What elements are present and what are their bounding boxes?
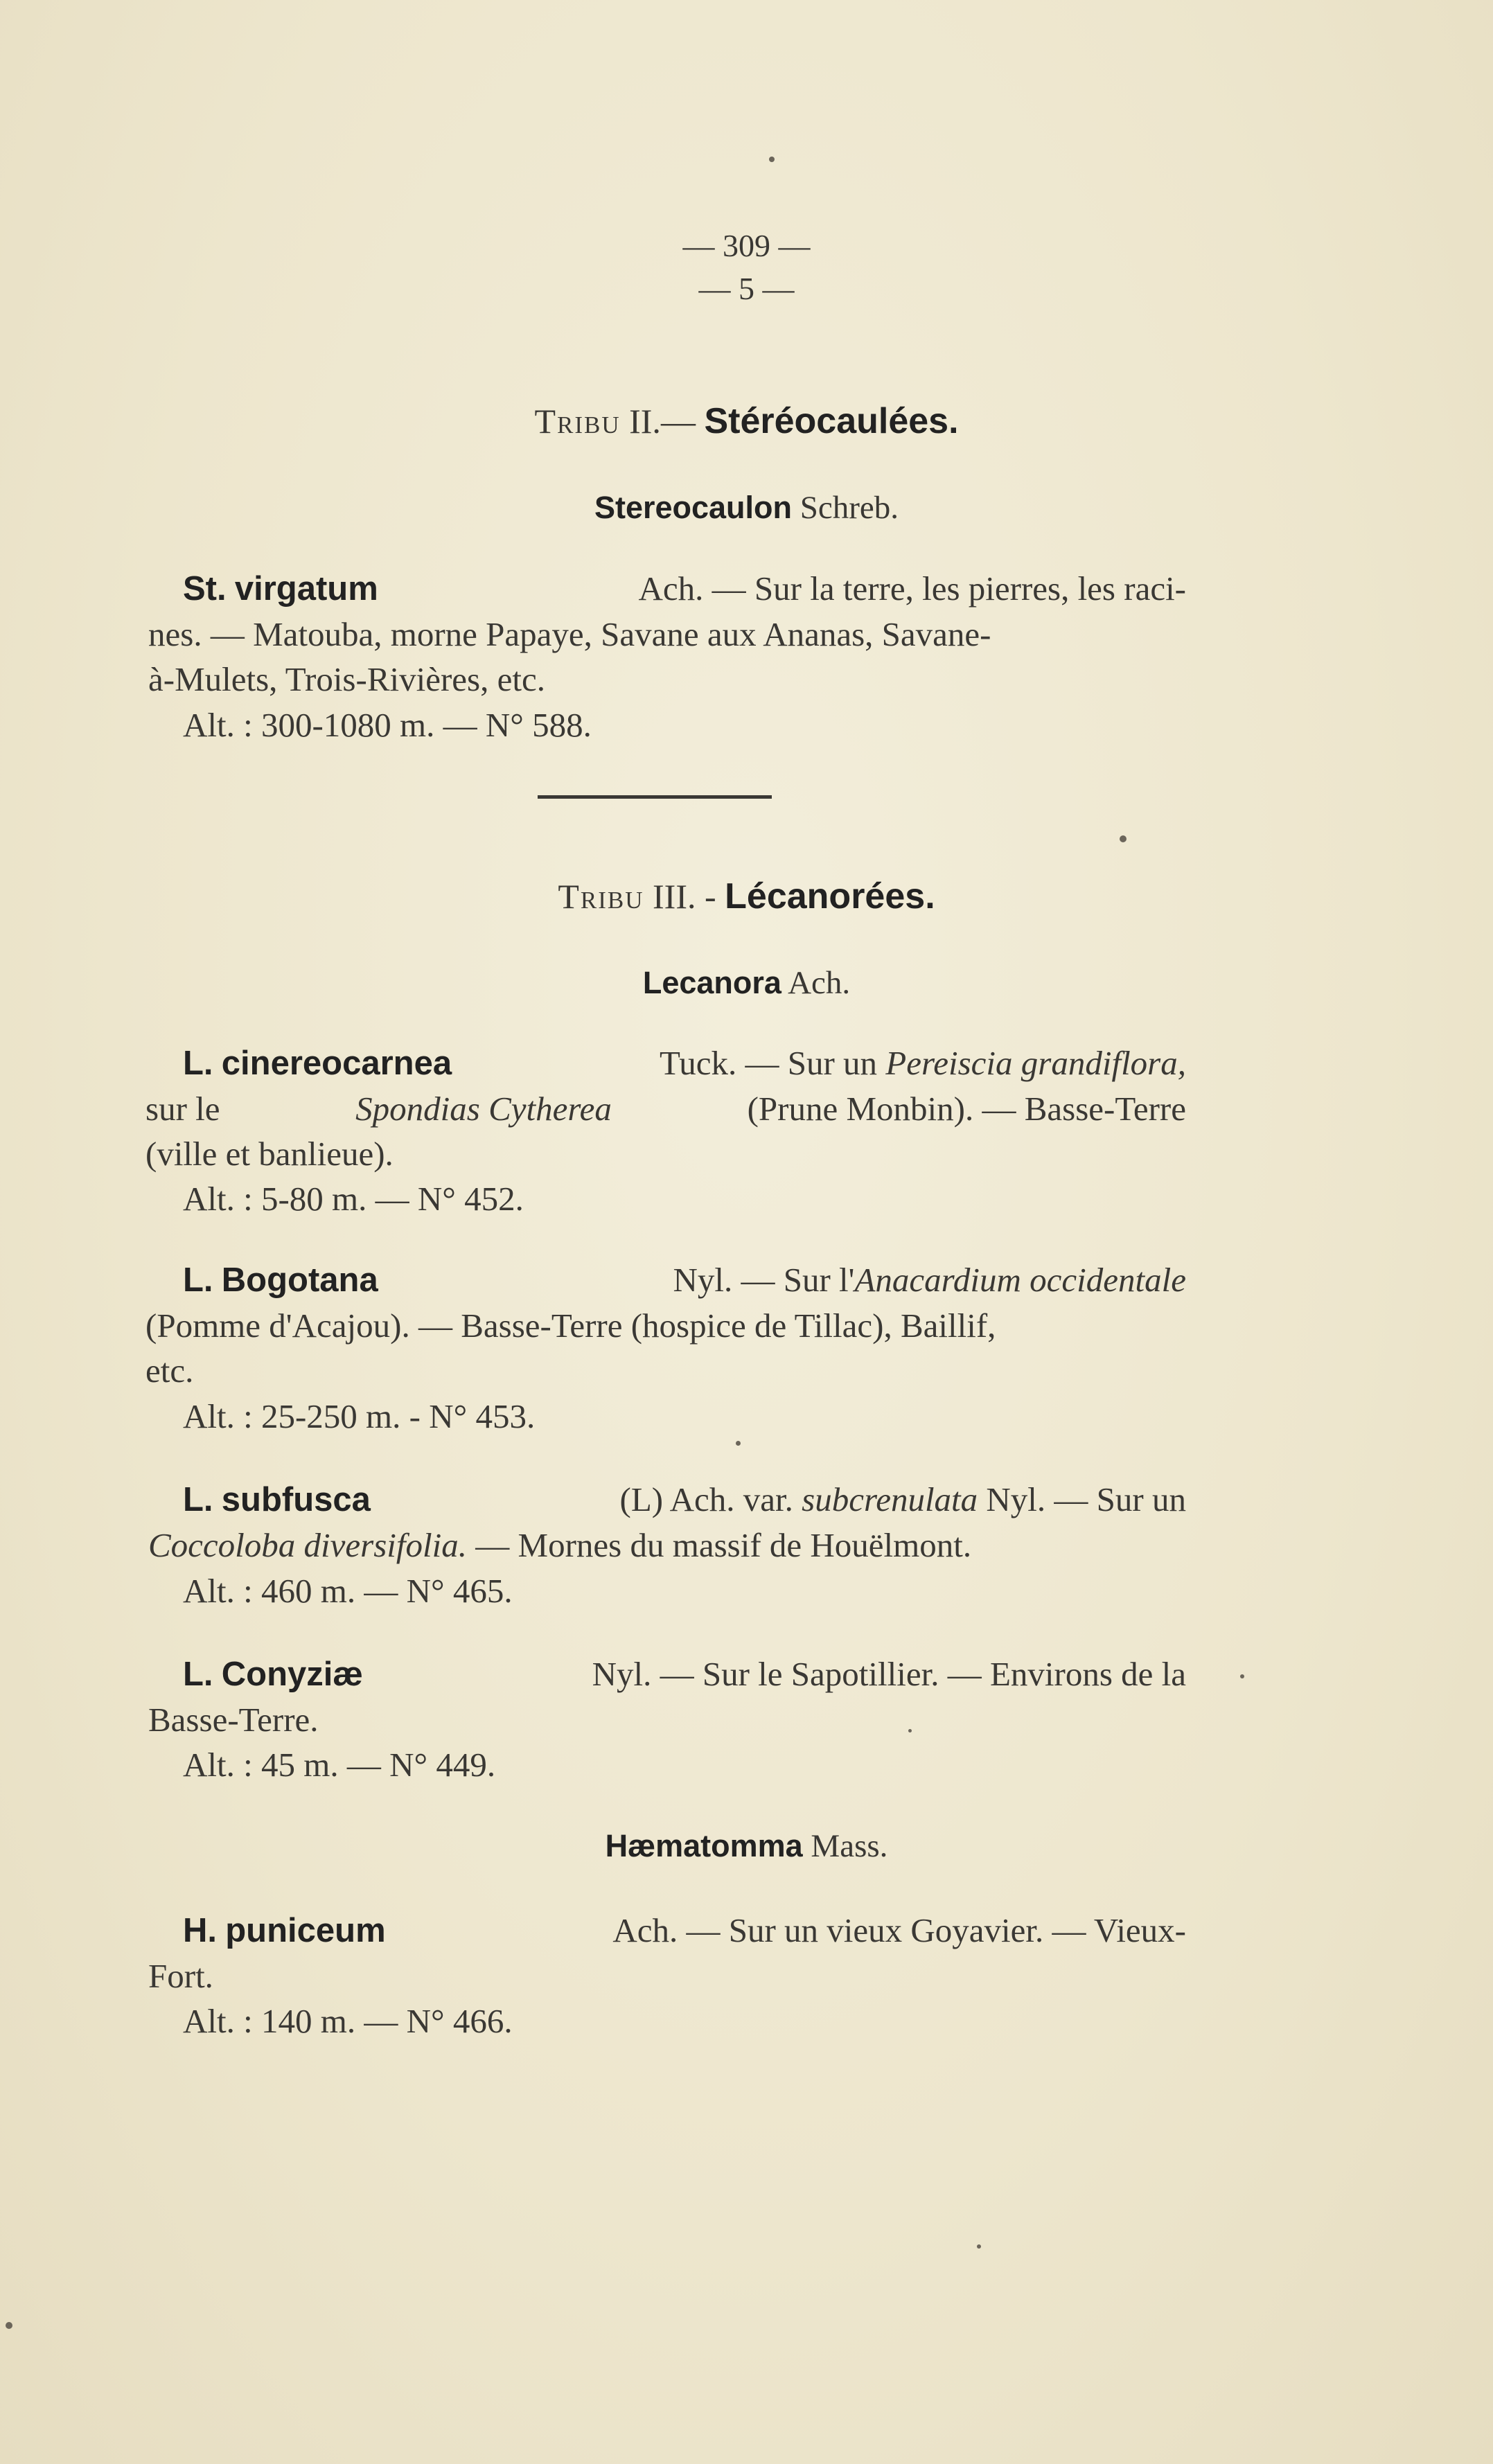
entry-conyziae-abbr: L. — [183, 1656, 213, 1693]
tribu-3-heading — [0, 878, 1493, 914]
entry-subfusca-line-1 — [183, 1482, 1186, 1517]
entry-bogotana-line-1 — [183, 1263, 1186, 1297]
entry-virgatum-line-1-text: Ach. — Sur la terre, les pierres, les raci- — [638, 569, 1186, 608]
tribu-2-name: Stéréocaulées. — [704, 401, 959, 441]
entry-subfusca-line-1-a: (L) Ach. var. — [619, 1480, 793, 1518]
page-number: — 309 — — [682, 228, 811, 263]
entry-cinereocarnea-line-1-text: Tuck. — Sur un — [660, 1044, 878, 1082]
entry-cinereocarnea-host-2: Spondias Cytherea — [355, 1090, 612, 1128]
entry-virgatum-line-1 — [183, 571, 1186, 606]
entry-puniceum-line-2: Fort. — [148, 1957, 213, 1995]
entry-subfusca-line-2-b: — Mornes du massif de Houëlmont. — [475, 1526, 972, 1564]
paper-speck — [908, 1729, 912, 1732]
entry-cinereocarnea-abbr: L. — [183, 1045, 213, 1082]
entry-subfusca-abbr: L. — [183, 1481, 213, 1518]
genus-lecanora — [0, 967, 1493, 1000]
genus-haematomma-author: Mass. — [811, 1828, 888, 1864]
entry-cinereocarnea-line-3: (ville et banlieue). — [145, 1135, 394, 1173]
tribu-2-dash: — — [660, 402, 696, 441]
entry-conyziae-line-1-text: Nyl. — Sur le Sapotillier. — Environs de la — [592, 1655, 1186, 1693]
entry-conyziae-line-1 — [183, 1657, 1186, 1692]
paper-speck — [1240, 1674, 1244, 1678]
entry-bogotana-epithet: Bogotana — [221, 1261, 378, 1299]
genus-haematomma — [0, 1830, 1493, 1863]
genus-stereocaulon — [0, 492, 1493, 524]
paper-speck — [977, 2244, 981, 2249]
entry-conyziae-epithet: Conyziæ — [221, 1656, 363, 1693]
genus-stereocaulon-author: Schreb. — [799, 490, 899, 526]
entry-subfusca-host: Coccoloba diversifolia. — [148, 1526, 467, 1564]
entry-cinereocarnea-host: Pereiscia grandiflora, — [885, 1044, 1186, 1082]
entry-puniceum-line-1 — [183, 1913, 1186, 1948]
entry-cinereocarnea-line-2-b: (Prune Monbin). — Basse-Terre — [747, 1090, 1186, 1128]
entry-virgatum-abbr: St. — [183, 570, 227, 608]
entry-bogotana-line-2: (Pomme d'Acajou). — Basse-Terre (hospice de Tillac), Baillif, — [145, 1306, 996, 1345]
entry-subfusca-altitude: Alt. : 460 m. — N° 465. — [183, 1572, 513, 1610]
entry-virgatum-altitude: Alt. : 300-1080 m. — N° 588. — [183, 706, 592, 744]
entry-virgatum-line-2: nes. — Matouba, morne Papaye, Savane aux Ananas, Savane- — [148, 615, 991, 653]
entry-cinereocarnea-altitude: Alt. : 5-80 m. — N° 452. — [183, 1180, 524, 1218]
entry-cinereocarnea-line-2-a: sur le — [145, 1090, 220, 1128]
entry-subfusca-epithet: subfusca — [221, 1481, 371, 1518]
genus-lecanora-name: Lecanora — [642, 965, 781, 1000]
tribu-3-name: Lécanorées. — [725, 876, 935, 916]
entry-puniceum-abbr: H. — [183, 1912, 217, 1949]
genus-lecanora-author: Ach. — [788, 965, 851, 1001]
entry-cinereocarnea-line-1 — [183, 1046, 1186, 1081]
genus-haematomma-name: Hæmatomma — [605, 1828, 803, 1863]
tribu-2-heading — [0, 403, 1493, 439]
paper-speck — [6, 2322, 12, 2329]
paper-speck — [1120, 835, 1127, 842]
section-divider — [538, 795, 772, 799]
entry-bogotana-line-1-text: Nyl. — Sur l' — [673, 1261, 855, 1299]
entry-virgatum-line-3: à-Mulets, Trois-Rivières, etc. — [148, 660, 545, 698]
entry-bogotana-abbr: L. — [183, 1261, 213, 1299]
entry-puniceum-line-1-text: Ach. — Sur un vieux Goyavier. — Vieux- — [612, 1911, 1186, 1949]
tribu-2-number: II. — [629, 402, 661, 441]
entry-virgatum-epithet: virgatum — [234, 570, 378, 608]
entry-cinereocarnea-line-2 — [145, 1092, 1186, 1126]
entry-subfusca-line-2 — [148, 1528, 971, 1562]
sub-page-number: — 5 — — [698, 271, 795, 306]
paper-speck — [736, 1441, 741, 1446]
tribu-2-label: Tribu — [534, 402, 621, 441]
entry-cinereocarnea-epithet: cinereocarnea — [221, 1045, 452, 1082]
entry-conyziae-altitude: Alt. : 45 m. — N° 449. — [183, 1746, 496, 1784]
genus-stereocaulon-name: Stereocaulon — [594, 490, 793, 525]
entry-bogotana-host: Anacardium occidentale — [854, 1261, 1186, 1299]
entry-puniceum-epithet: puniceum — [225, 1912, 386, 1949]
tribu-3-dash: - — [704, 877, 716, 916]
entry-bogotana-altitude: Alt. : 25-250 m. - N° 453. — [183, 1397, 536, 1435]
tribu-3-label: Tribu — [558, 877, 644, 916]
paper-speck — [769, 157, 775, 162]
entry-subfusca-variety: subcrenulata — [802, 1480, 978, 1518]
entry-conyziae-line-2: Basse-Terre. — [148, 1701, 319, 1739]
entry-puniceum-altitude: Alt. : 140 m. — N° 466. — [183, 2002, 513, 2040]
entry-bogotana-line-3: etc. — [145, 1351, 194, 1390]
tribu-3-number: III. — [653, 877, 696, 916]
entry-subfusca-line-1-b: Nyl. — Sur un — [986, 1480, 1186, 1518]
